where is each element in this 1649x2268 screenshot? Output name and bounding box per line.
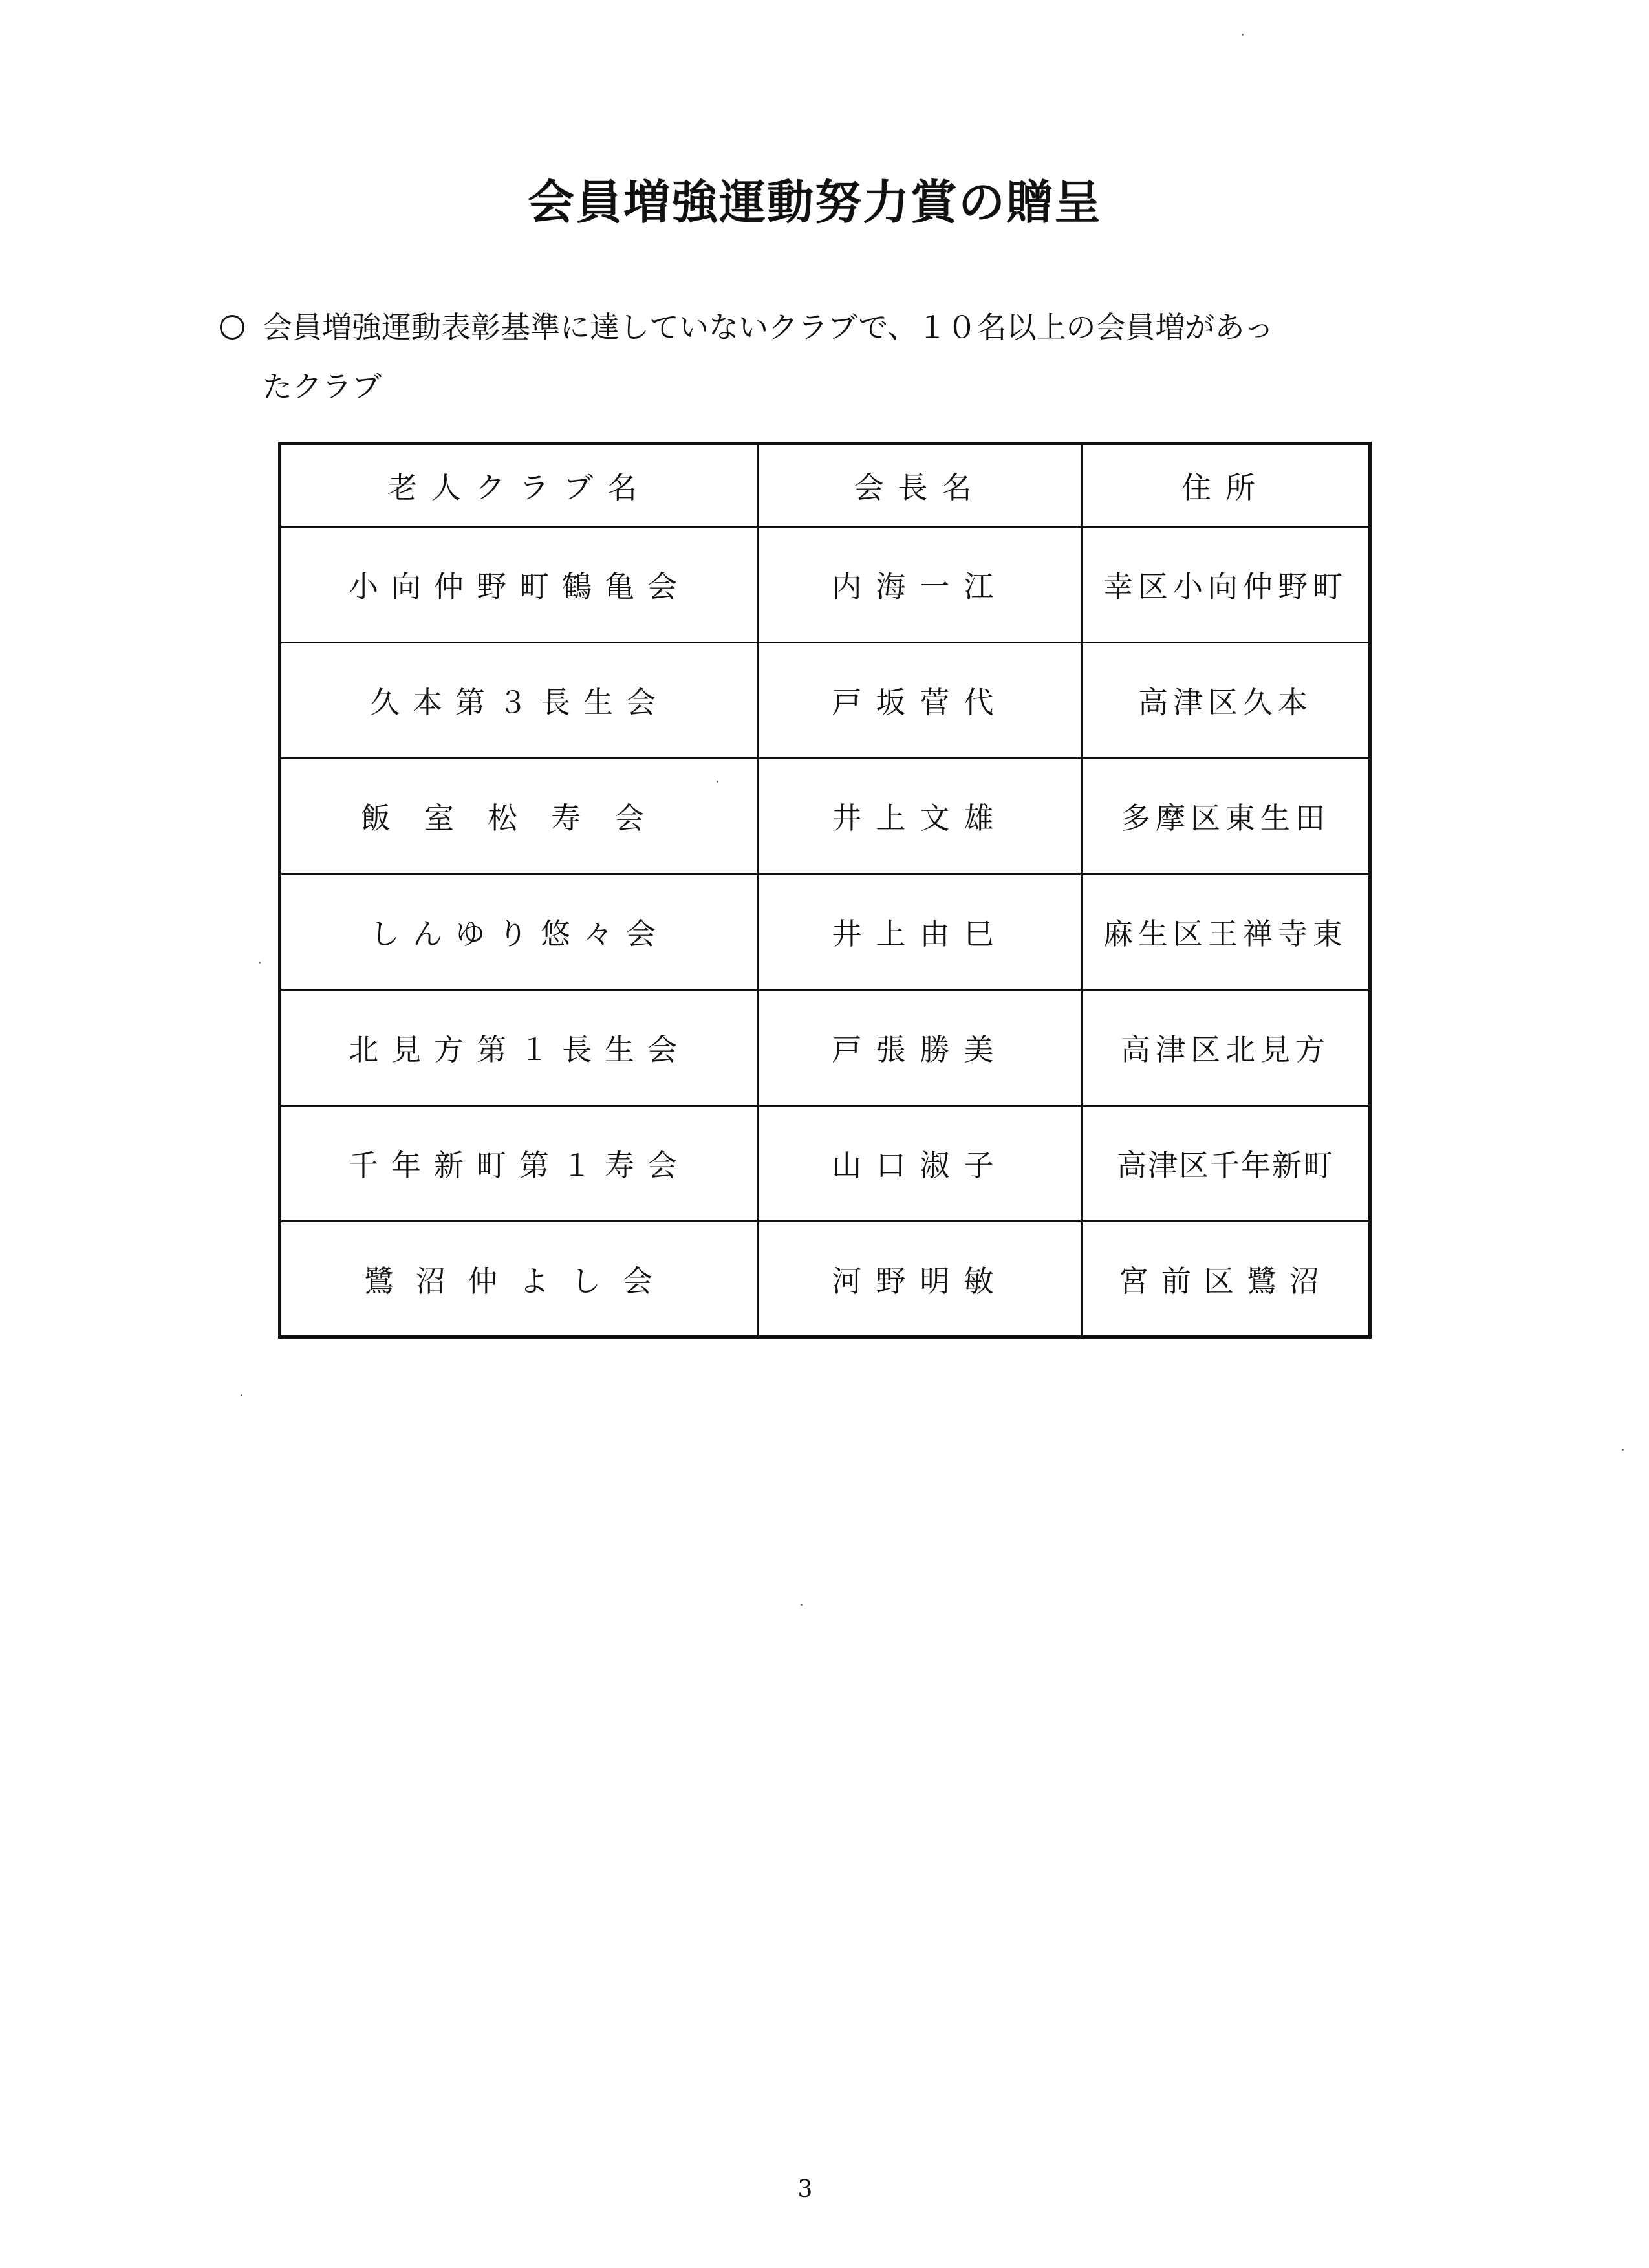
- table-header-row: [280, 444, 1370, 527]
- table-row: [280, 874, 1370, 990]
- scan-speck: [241, 1394, 242, 1396]
- club-name-cell: 飯室松寿会: [280, 759, 759, 874]
- header-president: 会長名: [759, 444, 1082, 527]
- criteria-note-line-2: [220, 357, 1384, 416]
- table-row: [280, 1222, 1370, 1337]
- header-club-name: 老人クラブ名: [280, 444, 759, 527]
- table-row: [280, 990, 1370, 1106]
- table-row: [280, 527, 1370, 643]
- scan-speck: [801, 1604, 803, 1606]
- club-name-cell: 小向仲野町鶴亀会: [280, 527, 759, 643]
- address-cell: 宮前区鷺沼: [1082, 1222, 1370, 1337]
- criteria-note-text-2: たクラブ: [263, 369, 382, 404]
- president-cell: 井上由巳: [759, 874, 1082, 990]
- table-row: [280, 1106, 1370, 1222]
- president-cell: 井上文雄: [759, 759, 1082, 874]
- club-name-cell: しんゆり悠々会: [280, 874, 759, 990]
- club-table: [278, 442, 1372, 1339]
- address-cell: 麻生区王禅寺東: [1082, 874, 1370, 990]
- page-number: 3: [797, 2176, 813, 2203]
- club-name-cell: 北見方第１長生会: [280, 990, 759, 1106]
- president-cell: 内海一江: [759, 527, 1082, 643]
- criteria-note: [220, 297, 1384, 416]
- club-name-cell: 久本第３長生会: [280, 643, 759, 759]
- circle-bullet-icon: [220, 315, 244, 340]
- president-cell: 河野明敏: [759, 1222, 1082, 1337]
- club-name-cell: 鷺沼仲よし会: [280, 1222, 759, 1337]
- criteria-note-text-1: 会員増強運動表彰基準に達していないクラブで、１０名以上の会員増があっ: [263, 310, 1274, 345]
- address-cell: 高津区千年新町: [1082, 1106, 1370, 1222]
- president-cell: 戸坂菅代: [759, 643, 1082, 759]
- scan-speck: [1242, 34, 1244, 36]
- header-address: 住所: [1082, 444, 1370, 527]
- page-title: 会員増強運動努力賞の贈呈: [527, 175, 1102, 230]
- table-row: [280, 643, 1370, 759]
- club-name-cell: 千年新町第１寿会: [280, 1106, 759, 1222]
- scan-speck: [717, 781, 718, 783]
- president-cell: 戸張勝美: [759, 990, 1082, 1106]
- table-row: [280, 759, 1370, 874]
- scan-speck: [259, 962, 261, 964]
- scan-speck: [1622, 1449, 1624, 1451]
- criteria-note-line-1: [220, 297, 1384, 357]
- address-cell: 多摩区東生田: [1082, 759, 1370, 874]
- address-cell: 高津区北見方: [1082, 990, 1370, 1106]
- address-cell: 幸区小向仲野町: [1082, 527, 1370, 643]
- president-cell: 山口淑子: [759, 1106, 1082, 1222]
- address-cell: 高津区久本: [1082, 643, 1370, 759]
